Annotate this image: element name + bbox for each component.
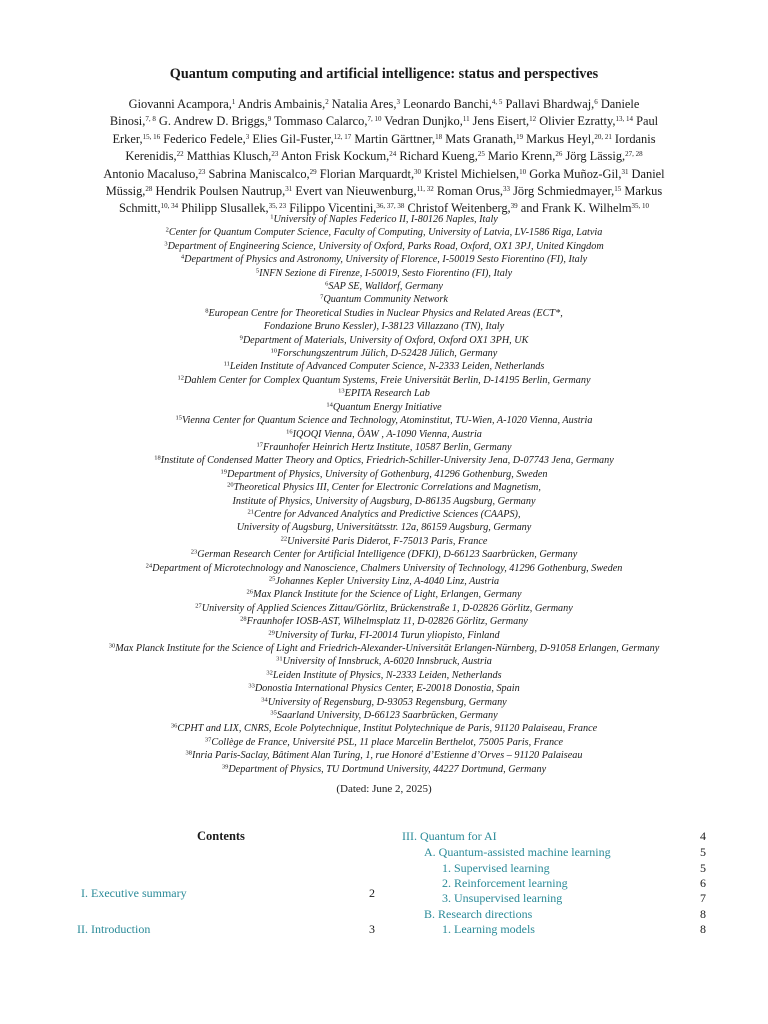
affiliation-line: $^{26}$Max Planck Institute for the Science of Light, Erlangen, Germany (246, 588, 522, 601)
dated-line: (Dated: June 2, 2025) (336, 783, 432, 795)
affiliation-line: $^{10}$Forschungszentrum Jülich, D-52428 Jülich, Germany (270, 347, 498, 360)
toc-entry-quantum-for-ai[interactable]: III. Quantum for AI (402, 829, 497, 843)
affiliation-line: Fondazione Bruno Kessler), I-38123 Villazzano (TN), Italy (263, 321, 505, 333)
affiliation-line: $^{18}$Institute of Condensed Matter Theory and Optics, Friedrich-Schiller-University Jena, D-07743 Jena, Germany (154, 454, 614, 467)
affiliation-line: $^{27}$University of Applied Sciences Zittau/Görlitz, Brückenstraße 1, D-02826 Görlitz, Germany (195, 602, 573, 614)
affiliation-line: $^{20}$Theoretical Physics III, Center for Electronic Correlations and Magnetism, (227, 481, 541, 494)
author-line: Erker,$^{15, 16}$ Federico Fedele,$^3$ Elies Gil-Fuster,$^{12, 17}$ Martin Gärttner,$^{18}$ Mats Granath,$^{19}$ Markus Heyl,$^{20, 21}$ Iordanis (112, 131, 656, 146)
affiliation-line: $^{21}$Centre for Advanced Analytics and Predictive Sciences (CAAPS), (247, 508, 521, 520)
affiliation-line: University of Augsburg, Universitätsstr. 12a, 86159 Augsburg, Germany (236, 522, 532, 534)
affiliation-line: $^{19}$Department of Physics, University of Gothenburg, 41296 Gothenburg, Sweden (220, 468, 548, 480)
toc-entry-supervised-learning[interactable]: 1. Supervised learning (442, 861, 550, 875)
toc-entry-reinforcement-learning[interactable]: 2. Reinforcement learning (442, 876, 568, 890)
toc-page-number: 4 (700, 829, 706, 843)
contents-heading: Contents (197, 829, 245, 843)
toc-entry-learning-models[interactable]: 1. Learning models (442, 922, 535, 936)
toc-entry-executive-summary[interactable]: I. Executive summary (81, 886, 187, 900)
affiliation-line: $^2$Center for Quantum Computer Science, Faculty of Computing, University of Latvia, LV-1586 Riga, Latvia (165, 226, 603, 239)
toc-page-number: 8 (700, 922, 706, 936)
affiliation-line: $^6$SAP SE, Walldorf, Germany (325, 280, 443, 293)
affiliation-line: $^{17}$Fraunhofer Heinrich Hertz Institute, 10587 Berlin, Germany (256, 441, 512, 453)
affiliation-line: $^{30}$Max Planck Institute for the Science of Light and Friedrich-Alexander-Universität Erlangen-Nürnberg, D-91058 Erlangen, Germany (108, 642, 660, 654)
author-line: Giovanni Acampora,$^1$ Andris Ambainis,$^2$ Natalia Ares,$^3$ Leonardo Banchi,$^{4, 5}$ Pallavi Bhardwaj,$^6$ Daniele (128, 97, 640, 111)
affiliation-line: $^4$Department of Physics and Astronomy, University of Florence, I-50019 Sesto Fiorentino (FI), Italy (180, 253, 588, 266)
affiliation-line: $^{32}$Leiden Institute of Physics, N-2333 Leiden, Netherlands (266, 669, 502, 681)
affiliation-line: $^{23}$German Research Center for Artificial Intelligence (DFKI), D-66123 Saarbrücken, Germany (190, 548, 578, 561)
affiliation-line: $^{31}$University of Innsbruck, A-6020 Innsbruck, Austria (276, 655, 492, 668)
affiliation-line: $^{15}$Vienna Center for Quantum Science and Technology, Atominstitut, TU-Wien, A-1020 Vienna, Austria (175, 414, 593, 427)
author-line: Kerenidis,$^{22}$ Matthias Klusch,$^{23}$ Anton Frisk Kockum,$^{24}$ Richard Kueng,$^{25}$ Mario Krenn,$^{26}$ Jörg Lässig,$^{27, 28}$ (125, 149, 643, 164)
affiliation-line: $^3$Department of Engineering Science, University of Oxford, Parks Road, Oxford, OX1 3PJ, United Kingdom (164, 240, 604, 252)
toc-page-number: 2 (369, 886, 375, 900)
toc-page-number: 6 (700, 876, 706, 890)
affiliation-line: $^{24}$Department of Microtechnology and Nanoscience, Chalmers University of Technology, 41296 Gothenburg, Sweden (145, 562, 623, 574)
affiliation-line: $^{39}$Department of Physics, TU Dortmund University, 44227 Dortmund, Germany (221, 763, 547, 775)
toc-entry-quantum-assisted-ml[interactable]: A. Quantum-assisted machine learning (424, 845, 611, 859)
affiliation-line: $^{16}$IQOQI Vienna, ÖAW , A-1090 Vienna, Austria (286, 428, 482, 440)
affiliation-line: $^{12}$Dahlem Center for Complex Quantum Systems, Freie Universität Berlin, D-14195 Berlin, Germany (177, 374, 591, 386)
affiliation-line: $^{33}$Donostia International Physics Center, E-20018 Donostia, Spain (248, 682, 520, 695)
affiliation-line: $^{13}$EPITA Research Lab (338, 387, 430, 400)
toc-page-number: 8 (700, 907, 706, 921)
affiliation-line: $^5$INFN Sezione di Firenze, I-50019, Sesto Fiorentino (FI), Italy (255, 267, 513, 279)
affiliation-line: $^{38}$Inria Paris-Saclay, Bâtiment Alan Turing, 1, rue Honoré d’Estienne d’Orves – 91120 Palaiseau (185, 749, 583, 762)
affiliation-line: $^{11}$Leiden Institute of Advanced Computer Science, N-2333 Leiden, Netherlands (223, 360, 545, 373)
toc-entry-research-directions[interactable]: B. Research directions (424, 907, 533, 921)
affiliation-line: $^1$University of Naples Federico II, I-80126 Naples, Italy (270, 213, 498, 225)
author-line: Schmitt,$^{10, 34}$ Philipp Slusallek,$^{35, 23}$ Filippo Vicentini,$^{36, 37, 38}$ Christof Weitenberg,$^{39}$ and Frank K. Wilhelm$^{35, 10}$ (118, 201, 650, 216)
author-list (80, 96, 688, 218)
affiliation-line: $^{25}$Johannes Kepler University Linz, A-4040 Linz, Austria (268, 575, 500, 587)
affiliation-line: $^{29}$University of Turku, FI-20014 Turun yliopisto, Finland (268, 629, 500, 641)
affiliation-line: $^{37}$Collège de France, Université PSL, 11 place Marcelin Berthelot, 75005 Paris, France (204, 736, 564, 748)
affiliation-line: $^8$European Centre for Theoretical Studies in Nuclear Physics and Related Areas (ECT*, (205, 307, 563, 319)
affiliation-line: $^7$Quantum Community Network (320, 293, 448, 306)
toc-page-number: 5 (700, 845, 706, 859)
affiliation-line: $^{35}$Saarland University, D-66123 Saarbrücken, Germany (270, 709, 498, 722)
toc-page-number: 5 (700, 861, 706, 875)
affiliation-line: $^{36}$CPHT and LIX, CNRS, Ecole Polytechnique, Institut Polytechnique de Paris, 91120 Palaiseau, France (170, 722, 598, 735)
author-line: Müssig,$^{28}$ Hendrik Poulsen Nautrup,$^{31}$ Evert van Nieuwenburg,$^{11, 32}$ Roman Orus,$^{33}$ Jörg Schmiedmayer,$^{15}$ Markus (105, 184, 663, 199)
toc-page-number: 3 (369, 922, 375, 936)
toc-entry-unsupervised-learning[interactable]: 3. Unsupervised learning (442, 891, 563, 905)
author-line: Binosi,$^{7, 8}$ G. Andrew D. Briggs,$^9$ Tommaso Calarco,$^{7, 10}$ Vedran Dunjko,$^{11}$ Jens Eisert,$^{12}$ Olivier Ezratty,$^{13, 14}$ Paul (109, 114, 659, 129)
affiliation-list (40, 213, 728, 776)
toc-entry-introduction[interactable]: II. Introduction (77, 922, 151, 936)
affiliation-line: Institute of Physics, University of Augsburg, D-86135 Augsburg, Germany (232, 495, 536, 507)
toc-page-number: 7 (700, 891, 706, 905)
affiliation-line: $^{14}$Quantum Energy Initiative (326, 401, 442, 413)
author-line: Antonio Macaluso,$^{23}$ Sabrina Maniscalco,$^{29}$ Florian Marquardt,$^{30}$ Kristel Michielsen,$^{10}$ Gorka Muñoz-Gil,$^{31}$ Daniel (103, 166, 665, 181)
affiliation-line: $^{34}$University of Regensburg, D-93053 Regensburg, Germany (261, 696, 507, 708)
paper-title: Quantum computing and artificial intelligence: status and perspectives (169, 66, 599, 82)
affiliation-line: $^9$Department of Materials, University of Oxford, Oxford OX1 3PH, UK (239, 334, 529, 346)
affiliation-line: $^{22}$Université Paris Diderot, F-75013 Paris, France (280, 535, 488, 547)
affiliation-line: $^{28}$Fraunhofer IOSB-AST, Wilhelmsplatz 11, D-02826 Görlitz, Germany (240, 615, 528, 628)
